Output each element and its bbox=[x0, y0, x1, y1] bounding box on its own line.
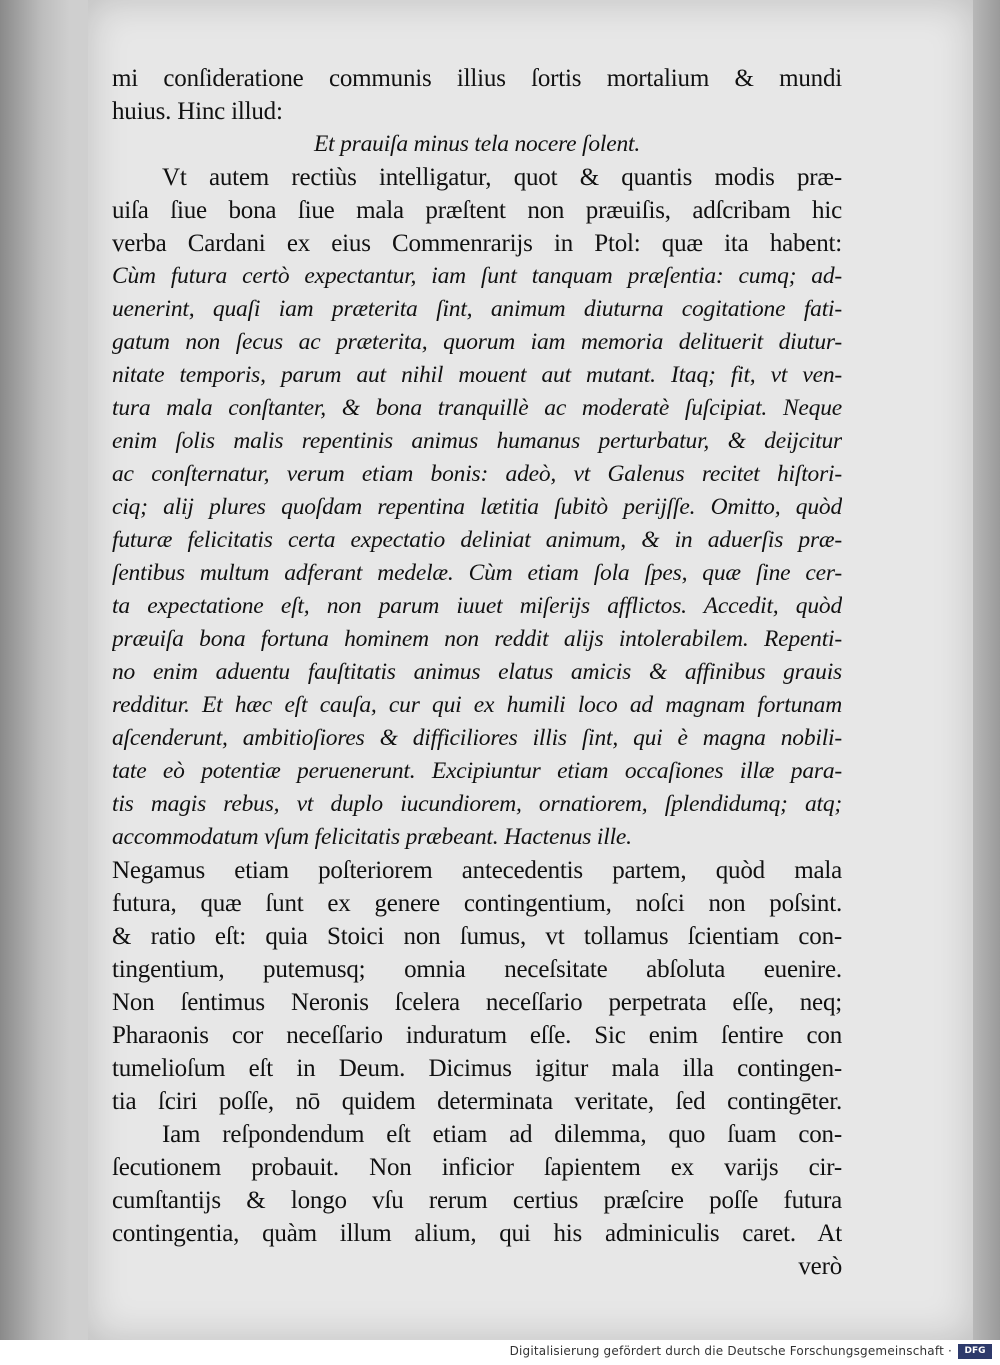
text-line: tura mala conſtanter, & bona tranquillè ac moderatè ſuſcipiat. Neque bbox=[112, 395, 842, 421]
text-line: nitate temporis, parum aut nihil mouent aut mutant. Itaq; fit, vt ven- bbox=[112, 362, 842, 388]
text-line: futuræ felicitatis certa expectatio deliniat animum, & in aduerſis præ- bbox=[112, 527, 842, 553]
text-line: redditur. Et hæc eſt cauſa, cur qui ex humili loco ad magnam fortunam bbox=[112, 692, 842, 718]
text-line: Cùm futura certò expectantur, iam ſunt tanquam præſentia: cumq; ad- bbox=[112, 263, 842, 289]
scan-left-edge bbox=[0, 0, 70, 1340]
text-line: contingentia, quàm illum alium, qui his adminiculis caret. At bbox=[112, 1220, 842, 1247]
text-line: Iam reſpondendum eſt etiam ad dilemma, quo ſuam con- bbox=[162, 1121, 842, 1148]
text-line: accommodatum vſum felicitatis præbeant. Hactenus ille. bbox=[112, 824, 632, 850]
text-line: no enim aduentu fauſtitatis animus elatus amicis & affinibus grauis bbox=[112, 659, 842, 685]
text-line: uenerint, quaſi iam præterita ſint, animum diuturna cogitatione fati- bbox=[112, 296, 842, 322]
text-line: & ratio eſt: quia Stoici non ſumus, vt tollamus ſcientiam con- bbox=[112, 923, 842, 950]
text-line: enim ſolis malis repentinis animus humanus perturbatur, & deijcitur bbox=[112, 428, 842, 454]
text-line: tumelioſum eſt in Deum. Dicimus igitur mala illa contingen- bbox=[112, 1055, 842, 1082]
text-line: tis magis rebus, vt duplo iucundiorem, ornatiorem, ſplendidumq; atq; bbox=[112, 791, 842, 817]
text-line: verò bbox=[798, 1253, 842, 1280]
text-line: tingentium, putemusq; omnia neceſsitate abſoluta euenire. bbox=[112, 956, 842, 983]
text-line: ac conſternatur, verum etiam bonis: adeò, vt Galenus recitet hiſtori- bbox=[112, 461, 842, 487]
text-line: ciq; alij plures quoſdam repentina lætitia ſubitò perijſſe. Omitto, quòd bbox=[112, 494, 842, 520]
dfg-logo: DFG bbox=[958, 1344, 992, 1359]
text-line: verba Cardani ex eius Commenrarijs in Ptol: quæ ita habent: bbox=[112, 230, 842, 257]
text-line: cumſtantijs & longo vſu rerum certius præſcire poſſe futura bbox=[112, 1187, 842, 1214]
text-line: gatum non ſecus ac præterita, quorum iam memoria delituerit diutur- bbox=[112, 329, 842, 355]
text-line: tate eò potentiæ peruenerunt. Excipiuntur etiam occaſiones illæ para- bbox=[112, 758, 842, 784]
footer-bar bbox=[0, 1340, 1000, 1365]
text-line: mi conſideratione communis illius ſortis mortalium & mundi bbox=[112, 65, 842, 92]
text-line: ta expectatione eſt, non parum iuuet miſerijs afflictos. Accedit, quòd bbox=[112, 593, 842, 619]
text-line: Vt autem rectiùs intelligatur, quot & quantis modis præ- bbox=[162, 164, 842, 191]
text-line: huius. Hinc illud: bbox=[112, 98, 283, 125]
digitization-credit: Digitalisierung gefördert durch die Deutsche Forschungsgemeinschaft · bbox=[509, 1344, 952, 1358]
text-line: tia ſciri poſſe, nō quidem determinata veritate, ſed contingēter. bbox=[112, 1088, 842, 1115]
text-line: præuiſa bona fortuna hominem non reddit alijs intolerabilem. Repenti- bbox=[112, 626, 842, 652]
text-line: aſcenderunt, ambitioſiores & difficiliores illis ſint, qui è magna nobili- bbox=[112, 725, 842, 751]
text-line: futura, quæ ſunt ex genere contingentium, noſci non poſsint. bbox=[112, 890, 842, 917]
text-line: Et prauiſa minus tela nocere ſolent. bbox=[313, 131, 641, 157]
text-line: ſecutionem probauit. Non inficior ſapientem ex varijs cir- bbox=[112, 1154, 842, 1181]
body-text bbox=[112, 62, 842, 1283]
text-line: uiſa ſiue bona ſiue mala præſtent non præuiſis, adſcribam hic bbox=[112, 197, 842, 224]
text-line: ſentibus multum adferant medelæ. Cùm etiam ſola ſpes, quæ ſine cer- bbox=[112, 560, 842, 586]
text-line: Negamus etiam poſteriorem antecedentis partem, quòd mala bbox=[112, 857, 842, 884]
text-line: Pharaonis cor neceſſario induratum eſſe. Sic enim ſentire con bbox=[112, 1022, 842, 1049]
text-line: Non ſentimus Neronis ſcelera neceſſario perpetrata eſſe, neq; bbox=[112, 989, 842, 1016]
